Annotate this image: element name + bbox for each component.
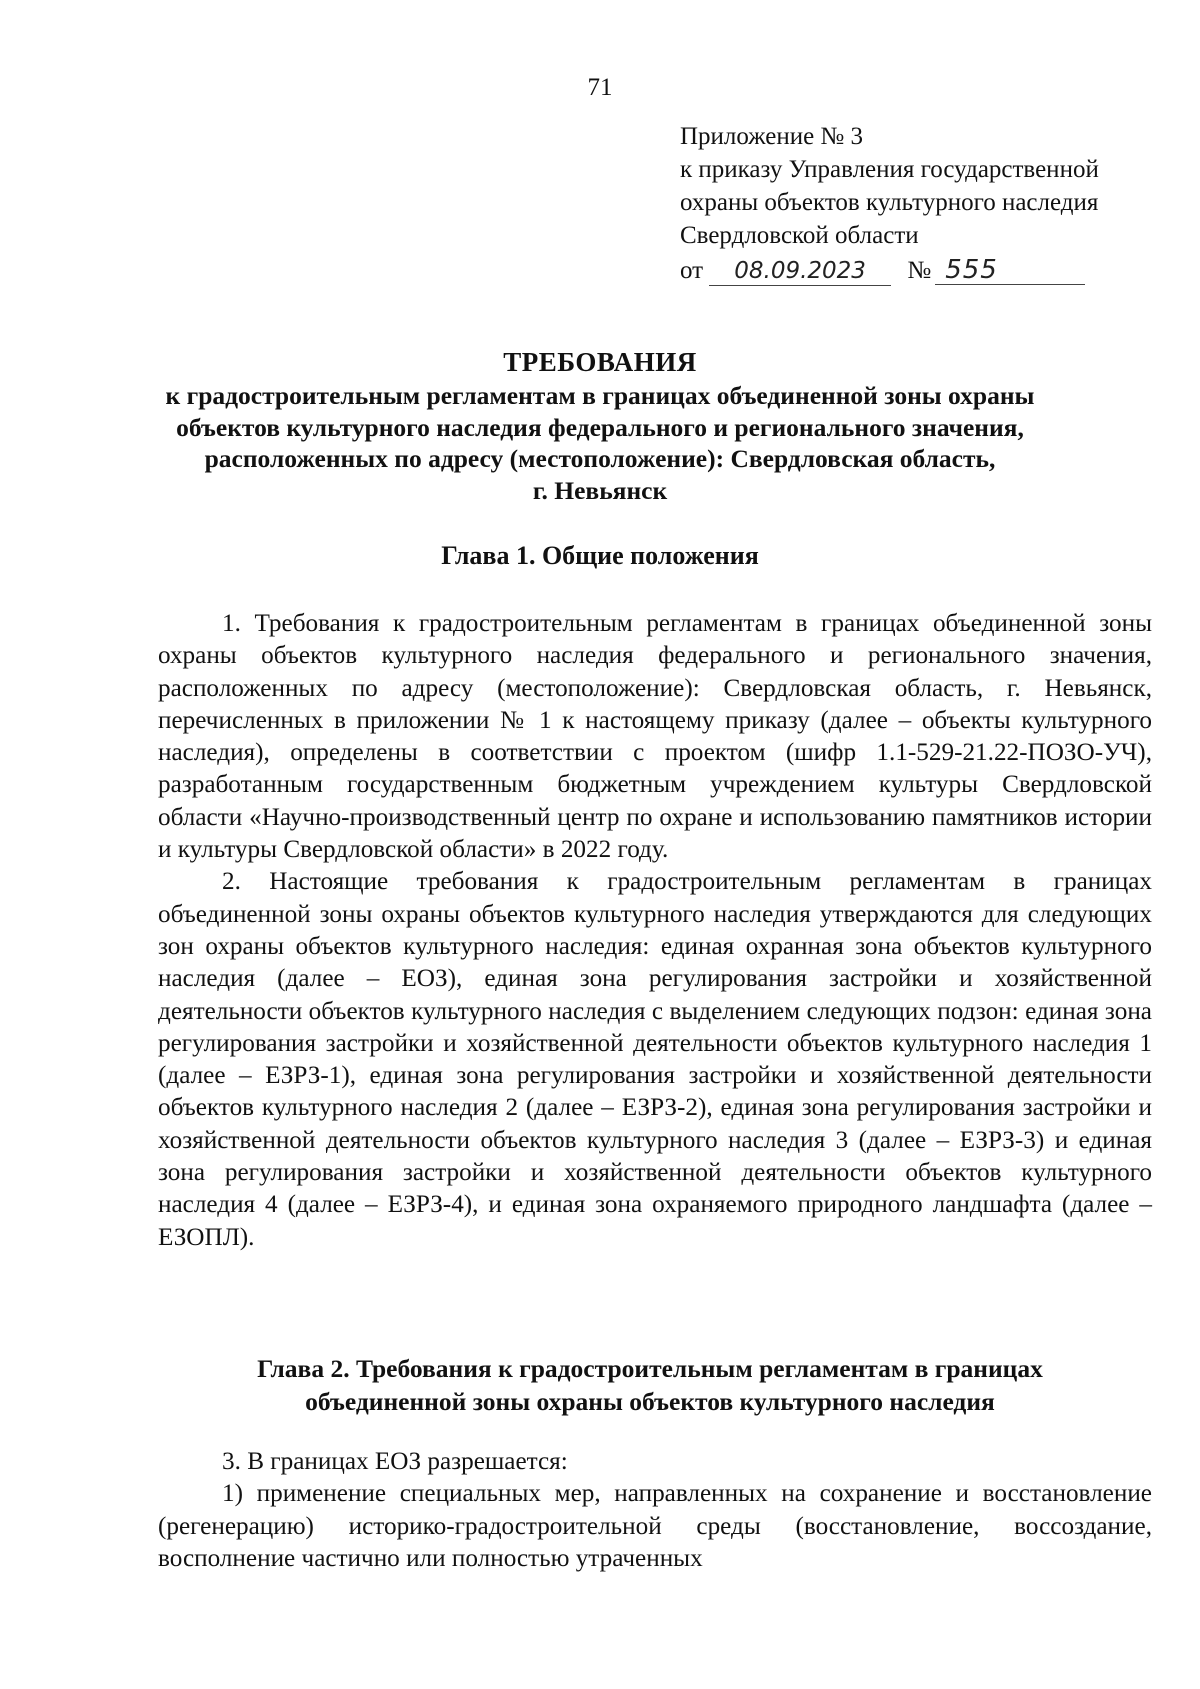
page-number: 71 [587, 74, 613, 101]
chapter-1-body [158, 608, 1152, 1254]
chapter-2-heading-line: Глава 2. Требования к градостроительным регламентам в границах [257, 1354, 1043, 1383]
chapter-2-heading [150, 1352, 1150, 1418]
handwritten-date: 08.09.2023 [709, 257, 891, 286]
paragraph: 1. Требования к градостроительным регламентам в границах объединенной зоны охраны объектов культурного наследия федерального и регионального значения, расположенных по адресу (местоположение): Свердловская область, г. Невьянск, перечисленных в приложении № 1 к настоящему приказу (далее – объекты культурного наследия), определены в соответствии с проектом (шифр 1.1-529-21.22-ПОЗО-УЧ), разработанным государственным бюджетным учреждением культуры Свердловской области «Научно-производственный центр по охране и использованию памятников истории и культуры Свердловской области» в 2022 году. [158, 610, 1152, 864]
chapter-2-body [158, 1446, 1152, 1575]
appendix-line-2: к приказу Управления государственной [680, 156, 1099, 183]
title-main: ТРЕБОВАНИЯ [503, 347, 697, 377]
document-title [140, 344, 1060, 506]
paragraph: 2. Настоящие требования к градостроительным регламентам в границах объединенной зоны охраны объектов культурного наследия утверждаются для следующих зон охраны объектов культурного наследия: единая охранная зона объектов культурного наследия (далее – ЕОЗ), единая зона регулирования застройки и хозяйственной деятельности объектов культурного наследия с выделением следующих подзон: единая зона регулирования застройки и хозяйственной деятельности объектов культурного наследия 1 (далее – ЕЗРЗ-1), единая зона регулирования застройки и хозяйственной деятельности объектов культурного наследия 2 (далее – ЕЗРЗ-2), единая зона регулирования застройки и хозяйственной деятельности объектов культурного наследия 3 (далее – ЕЗРЗ-3) и единая зона регулирования застройки и хозяйственной деятельности объектов культурного наследия 4 (далее – ЕЗРЗ-4), и единая зона охраняемого природного ландшафта (далее – ЕЗОПЛ). [158, 868, 1152, 1251]
title-subtitle-line: к градостроительным регламентам в границах объединенной зоны охраны [165, 381, 1035, 410]
handwritten-order-number: 555 [935, 256, 1085, 285]
appendix-line-4: Свердловской области [680, 222, 919, 249]
chapter-1-heading: Глава 1. Общие положения [441, 541, 759, 570]
title-subtitle-line: объектов культурного наследия федерального и регионального значения, [176, 412, 1024, 442]
title-subtitle-line: г. Невьянск [532, 475, 668, 505]
order-date-line [680, 254, 1099, 287]
date-prefix: от [680, 257, 704, 284]
appendix-line-1: Приложение № 3 [680, 123, 864, 150]
appendix-line-3: охраны объектов культурного наследия [680, 189, 1099, 216]
appendix-block [680, 120, 1099, 287]
number-prefix: № [907, 257, 932, 284]
chapter-2-heading-line: объединенной зоны охраны объектов культурного наследия [305, 1387, 995, 1416]
title-subtitle-line: расположенных по адресу (местоположение): Свердловская область, [204, 444, 996, 473]
paragraph: 3. В границах ЕОЗ разрешается: [222, 1448, 568, 1475]
paragraph: 1) применение специальных мер, направленных на сохранение и восстановление (регенерацию) историко-градостроительной среды (восстановление, воссоздание, восполнение частично или полностью утраченных [158, 1480, 1152, 1572]
